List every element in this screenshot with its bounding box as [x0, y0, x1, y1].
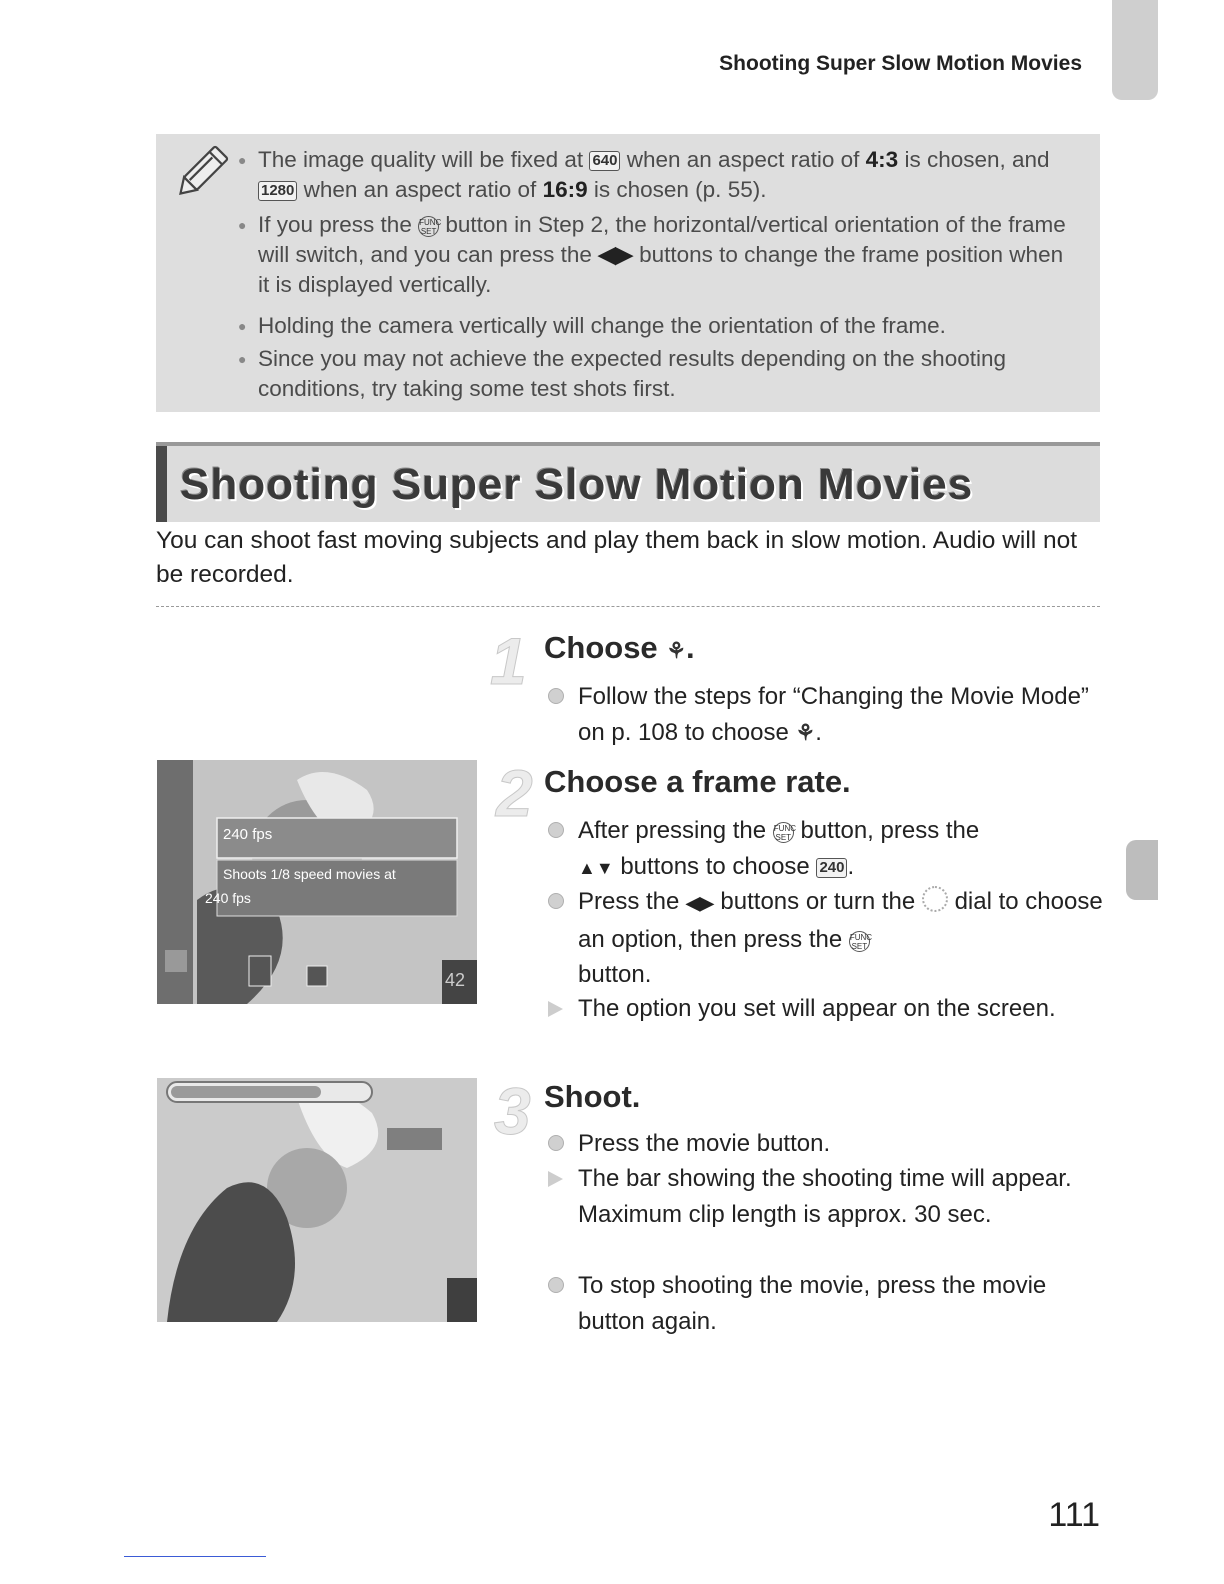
- chapter-side-tab: [1126, 840, 1158, 900]
- step-title: Choose a frame rate.: [544, 764, 851, 799]
- step-item: [578, 679, 1108, 750]
- bullet-icon: [548, 822, 564, 838]
- step-number: 2: [496, 756, 533, 830]
- step-number: 1: [490, 624, 527, 698]
- camera-screen-shooting: [157, 1078, 477, 1322]
- step-number: 3: [494, 1074, 531, 1148]
- step-title: Shoot.: [544, 1079, 641, 1114]
- image-quality-icon: 640: [589, 151, 620, 171]
- item-text: button.: [578, 961, 652, 988]
- note-text: button in Step 2, the horizontal/vertical orientation of the frame will switch, and you can press the: [258, 212, 1066, 267]
- note-text: Holding the camera vertically will change the orientation of the frame.: [258, 313, 946, 338]
- item-text: buttons to choose: [620, 852, 810, 880]
- aspect-ratio: 16:9: [542, 177, 588, 202]
- item-text: Press the: [578, 888, 680, 915]
- item-text: .: [815, 718, 822, 746]
- up-down-arrows-icon: ▲▼: [578, 857, 614, 878]
- chapter-edge-tab: [1112, 0, 1158, 100]
- item-text: dial to choose an option, then press the: [578, 888, 1103, 953]
- aspect-ratio: 4:3: [865, 147, 899, 172]
- step-item: [578, 813, 1108, 886]
- bullet-icon: ●: [238, 217, 247, 233]
- func-set-icon: FUNC SET: [773, 824, 796, 842]
- step-title: [544, 630, 695, 666]
- note-text: when an aspect ratio of: [626, 147, 860, 172]
- step-item: [578, 1161, 1108, 1232]
- bullet-icon: [548, 893, 564, 909]
- bullet-icon: ●: [238, 152, 247, 168]
- note-text: The image quality will be fixed at: [258, 147, 584, 172]
- frame-rate-icon: 240: [816, 858, 847, 878]
- item-text: Press the movie button.: [578, 1130, 831, 1157]
- note-item: [238, 311, 1078, 341]
- bullet-icon: ●: [238, 318, 247, 334]
- super-slow-motion-icon: ⚘: [795, 719, 816, 745]
- step-item: [578, 991, 1108, 1027]
- result-arrow-icon: [548, 1001, 563, 1017]
- note-text: is chosen (p. 55).: [593, 177, 767, 202]
- menu-option: 240 fps: [223, 826, 273, 843]
- left-right-arrows-icon: ◀▶: [686, 893, 714, 913]
- section-title-bar: [156, 442, 1100, 522]
- footer-rule: [124, 1556, 266, 1557]
- shots-remaining: 42: [445, 970, 466, 990]
- note-text: If you press the: [258, 212, 412, 237]
- running-header: Shooting Super Slow Motion Movies: [719, 52, 1082, 75]
- title-accent: [156, 446, 167, 522]
- result-arrow-icon: [548, 1171, 563, 1187]
- step-item: [578, 884, 1108, 993]
- section-intro: You can shoot fast moving subjects and play them back in slow motion. Audio will not be recorded.: [156, 527, 1078, 588]
- bullet-icon: [548, 688, 564, 704]
- step-item: [578, 1268, 1108, 1339]
- image-quality-icon: 1280: [258, 181, 297, 201]
- divider: [156, 606, 1100, 607]
- super-slow-motion-icon: ⚘: [666, 638, 687, 663]
- control-dial-icon: [922, 886, 948, 912]
- item-text: Follow the steps for “Changing the Movie Mode” on p. 108 to choose: [578, 683, 1089, 746]
- page-number: 111: [1048, 1496, 1100, 1534]
- item-text: .: [847, 852, 855, 880]
- item-text: The bar showing the shooting time will appear. Maximum clip length is approx. 30 sec.: [578, 1165, 1072, 1228]
- item-text: To stop shooting the movie, press the movie button again.: [578, 1272, 1047, 1335]
- camera-screen-menu: [157, 760, 477, 1004]
- pencil-icon: [168, 140, 234, 206]
- step-item: [578, 1126, 1108, 1162]
- bullet-icon: ●: [238, 351, 247, 367]
- bullet-icon: [548, 1277, 564, 1293]
- item-text: The option you set will appear on the screen.: [578, 995, 1056, 1022]
- note-text: Since you may not achieve the expected results depending on the shooting conditions, try taking some test shots first.: [258, 346, 1007, 401]
- note-text: is chosen, and: [904, 147, 1050, 172]
- note-text: buttons to change the frame position when it is displayed vertically.: [258, 242, 1064, 297]
- func-set-icon: FUNC SET: [849, 932, 873, 951]
- item-text: button, press the: [800, 817, 980, 844]
- item-text: buttons or turn the: [720, 888, 916, 915]
- item-text: After pressing the: [578, 817, 767, 844]
- note-item: [238, 145, 1078, 205]
- bullet-icon: [548, 1135, 564, 1151]
- note-item: [238, 344, 1078, 404]
- step-title-end: .: [686, 630, 695, 665]
- section-title: Shooting Super Slow Motion Movies: [180, 460, 974, 509]
- note-item: [238, 210, 1078, 300]
- func-set-icon: FUNC SET: [419, 218, 442, 236]
- menu-description: 240 fps: [205, 890, 251, 906]
- menu-description: Shoots 1/8 speed movies at: [223, 866, 396, 882]
- left-right-arrows-icon: ◀▶: [598, 242, 633, 267]
- step-title-text: Choose: [544, 630, 658, 665]
- note-text: when an aspect ratio of: [303, 177, 537, 202]
